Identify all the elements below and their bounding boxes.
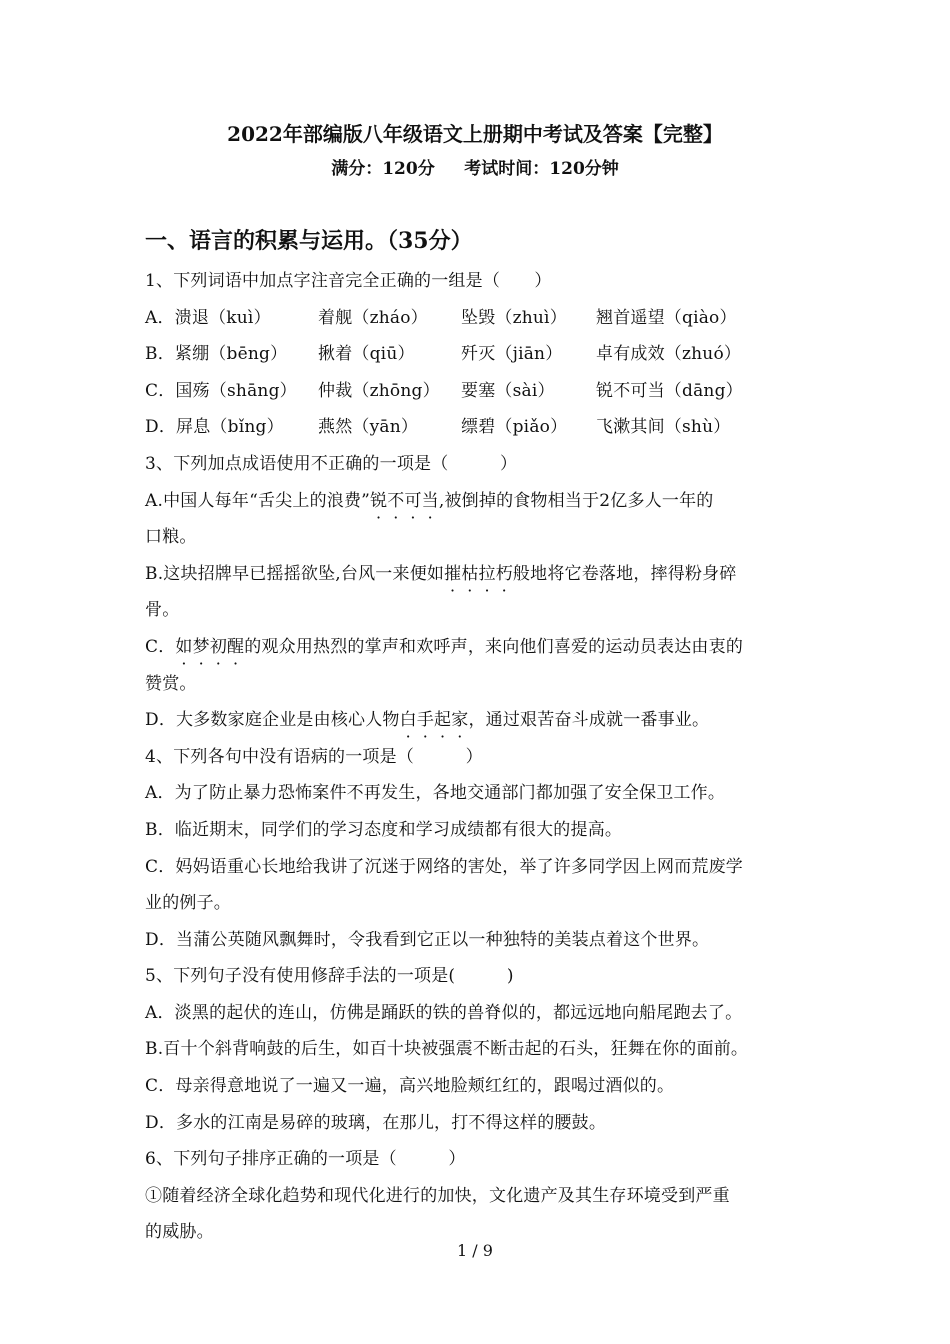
question-4-option-a: A．为了防止暴力恐怖案件不再发生，各地交通部门都加强了安全保卫工作。 — [145, 783, 726, 804]
option-text: B.这块招牌早已摇摇欲坠,台风一来便如 — [145, 563, 445, 584]
option-text: ，通过艰苦奋斗成就一番事业。 — [468, 710, 710, 731]
question-1-option-b — [145, 336, 810, 373]
dotted-idiom — [370, 491, 439, 511]
question-5-option-b: B.百十个斜背响鼓的后生，如百十块被强震不断击起的石头，狂舞在你的面前。 — [145, 1039, 749, 1060]
option-cell: A．溃退（kuì） — [145, 307, 271, 328]
dotted-idiom — [444, 564, 513, 584]
emphasis-char: 当 — [421, 490, 439, 511]
question-3-stem: 3、下列加点成语使用不正确的一项是（ ） — [145, 453, 518, 474]
question-4-option-b: B．临近期末，同学们的学习态度和学习成绩都有很大的提高。 — [145, 819, 623, 840]
question-3-option-d — [145, 702, 810, 739]
option-cell: 卓有成效（zhuó） — [596, 344, 742, 365]
question-4-stem: 4、下列各句中没有语病的一项是（ ） — [145, 746, 483, 767]
emphasis-char: 拉 — [478, 563, 496, 584]
question-3-option-c-cont: 赞赏。 — [145, 673, 197, 694]
emphasis-char: 手 — [416, 710, 435, 731]
question-5-option-d: D．多水的江南是易碎的玻璃，在那儿，打不得这样的腰鼓。 — [145, 1112, 607, 1133]
option-cell: D．屏息（bǐng） — [145, 417, 284, 438]
question-3-option-a-cont: 口粮。 — [145, 527, 197, 548]
option-text: 的观众用热烈的掌声和欢呼声，来向他们喜爱的运动员表达由衷的 — [244, 636, 744, 657]
option-cell: 歼灭（jiān） — [461, 344, 563, 365]
option-text: C． — [145, 636, 176, 657]
emphasis-char: 不 — [387, 490, 405, 511]
emphasis-char: 梦 — [192, 636, 210, 657]
option-text: ,被倒掉的食物相当于2亿多人一年的 — [438, 490, 714, 511]
option-cell: B．紧绷（bēng） — [145, 344, 288, 365]
option-cell: 燕然（yān） — [318, 417, 419, 438]
emphasis-char: 家 — [451, 710, 469, 731]
question-6-sentence-1-cont: 的威胁。 — [145, 1222, 214, 1243]
question-6-sentence-1: ①随着经济全球化趋势和现代化进行的加快，文化遗产及其生存环境受到严重 — [145, 1185, 730, 1206]
question-1-stem: 1、下列词语中加点字注音完全正确的一组是（ ） — [145, 271, 552, 291]
question-3-option-c — [145, 629, 810, 666]
page-title: 2022年部编版八年级语文上册期中考试及答案【完整】 — [227, 122, 723, 146]
emphasis-char: 白 — [399, 710, 417, 731]
option-cell: 仲裁（zhōng） — [318, 380, 440, 401]
question-4-option-d: D．当蒲公英随风飘舞时，令我看到它正以一种独特的美装点着这个世界。 — [145, 929, 710, 950]
exam-info: 满分：120分 考试时间：120分钟 — [331, 159, 619, 179]
section-heading: 一、语言的积累与运用。（35分） — [145, 228, 473, 254]
emphasis-char: 起 — [434, 710, 452, 731]
option-text: D．大多数家庭企业是由核心人物 — [145, 710, 400, 731]
emphasis-char: 锐 — [370, 490, 388, 511]
option-cell: C．国殇（shāng） — [145, 380, 297, 401]
option-cell: 缥碧（piǎo） — [461, 417, 568, 438]
question-1-option-d — [145, 409, 810, 446]
dotted-idiom — [175, 637, 244, 657]
page-number: 1 / 9 — [457, 1241, 493, 1260]
emphasis-char: 摧 — [444, 563, 462, 584]
question-3-option-b — [145, 556, 810, 593]
emphasis-char: 如 — [175, 636, 193, 657]
question-5-stem: 5、下列句子没有使用修辞手法的一项是( ) — [145, 966, 514, 987]
option-cell: 飞漱其间（shù） — [596, 417, 731, 438]
questions — [145, 263, 810, 1251]
question-6-stem: 6、下列句子排序正确的一项是（ ） — [145, 1149, 466, 1170]
dotted-idiom — [400, 710, 469, 730]
option-cell: 揪着（qiū） — [318, 344, 415, 365]
question-1-option-c — [145, 373, 810, 410]
option-cell: 着舰（zháo） — [318, 307, 428, 328]
emphasis-char: 可 — [404, 490, 422, 511]
option-cell: 翘首遥望（qiào） — [596, 307, 737, 328]
emphasis-char: 枯 — [461, 563, 479, 584]
option-cell: 要塞（sài） — [461, 380, 555, 401]
option-text: A.中国人每年“舌尖上的浪费” — [145, 490, 371, 511]
question-4-option-c: C．妈妈语重心长地给我讲了沉迷于网络的害处，举了许多同学因上网而荒废学 — [145, 856, 744, 877]
question-1-option-a — [145, 300, 810, 337]
question-3-option-b-cont: 骨。 — [145, 600, 180, 621]
question-5-option-a: A．淡黑的起伏的连山，仿佛是踊跃的铁的兽脊似的，都远远地向船尾跑去了。 — [145, 1002, 743, 1023]
question-5-option-c: C．母亲得意地说了一遍又一遍，高兴地脸颊红红的，跟喝过酒似的。 — [145, 1076, 675, 1097]
option-cell: 坠毁（zhuì） — [461, 307, 567, 328]
question-4-option-c-cont: 业的例子。 — [145, 893, 231, 914]
option-text: 般地将它卷落地，摔得粉身碎 — [512, 563, 737, 584]
option-cell: 锐不可当（dāng） — [596, 380, 743, 401]
question-3-option-a — [145, 483, 810, 520]
emphasis-char: 朽 — [495, 563, 513, 584]
emphasis-char: 醒 — [227, 636, 245, 657]
emphasis-char: 初 — [209, 636, 228, 657]
